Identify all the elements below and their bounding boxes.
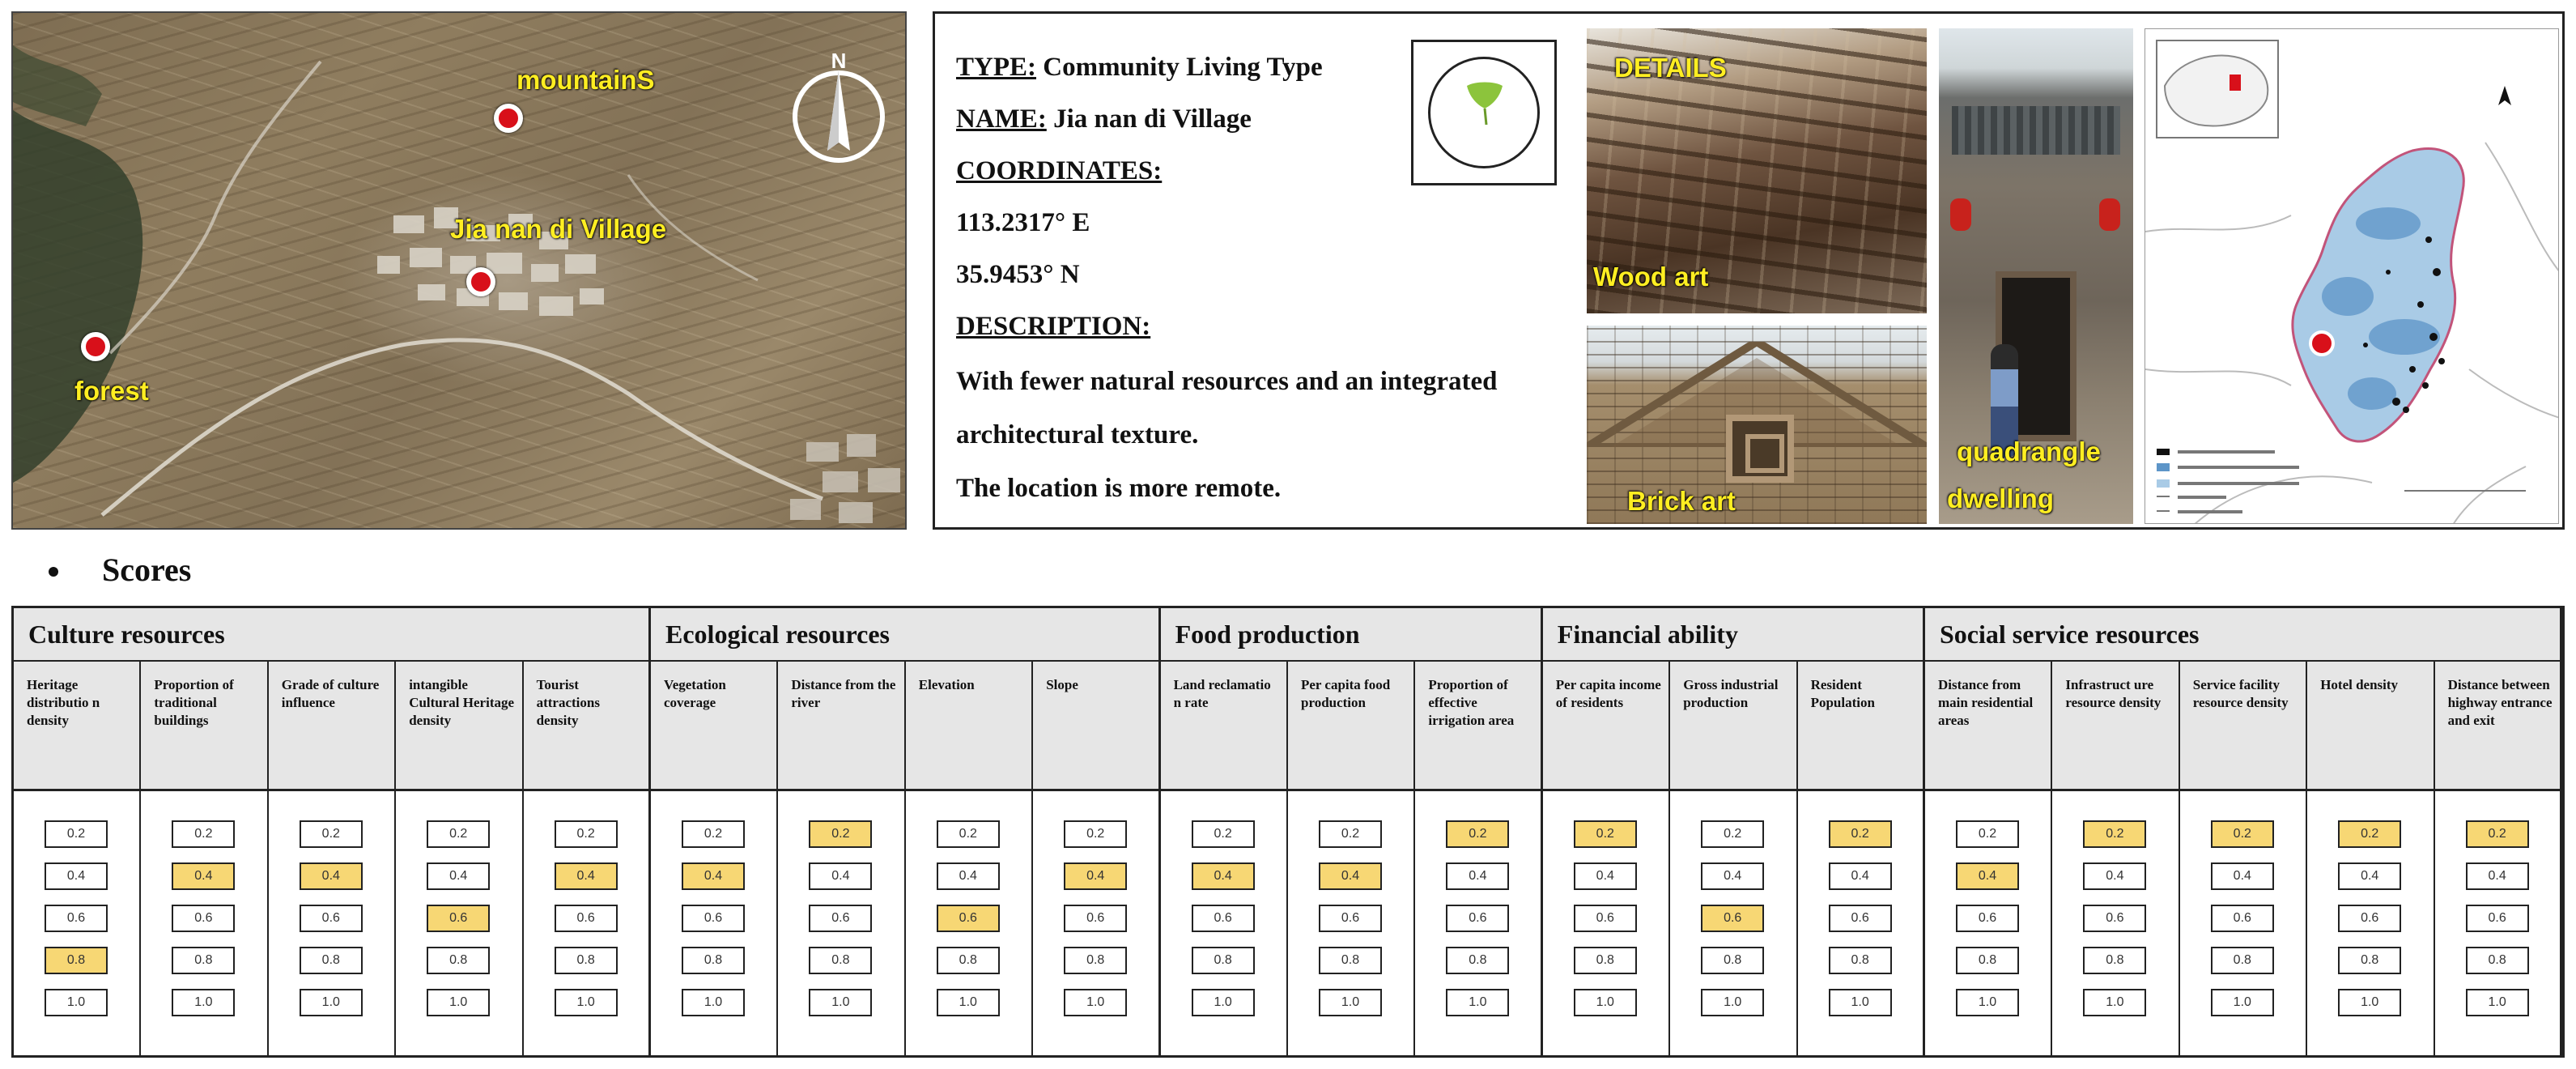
leaf-icon — [1462, 79, 1507, 128]
score-option-selected[interactable]: 0.4 — [682, 862, 745, 890]
score-option[interactable]: 0.2 — [937, 820, 1000, 848]
village-marker — [466, 267, 495, 296]
score-option[interactable]: 1.0 — [427, 989, 490, 1016]
indicator-score-column — [2052, 791, 2179, 1058]
score-option[interactable]: 0.2 — [1701, 820, 1764, 848]
score-option[interactable]: 0.8 — [1829, 947, 1892, 974]
score-option[interactable]: 0.4 — [1446, 862, 1509, 890]
score-option[interactable]: 0.6 — [2466, 905, 2529, 932]
indicator-score-column — [1288, 791, 1415, 1058]
group-header-0: Culture resources — [14, 608, 651, 662]
indicator-header: Tourist attractions density — [524, 662, 651, 791]
forest-marker — [81, 332, 110, 361]
north-label: N — [831, 49, 847, 73]
score-option[interactable]: 0.4 — [45, 862, 108, 890]
score-option-selected[interactable]: 0.6 — [427, 905, 490, 932]
group-header-4: Social service resources — [1925, 608, 2562, 662]
province-map-graphic — [2145, 29, 2559, 524]
score-option[interactable]: 0.2 — [172, 820, 235, 848]
score-option[interactable]: 0.8 — [1192, 947, 1255, 974]
score-option[interactable]: 0.4 — [2083, 862, 2146, 890]
brick-art-label: Brick art — [1627, 486, 1736, 516]
province-location-map — [2145, 28, 2559, 524]
brick-art-photo — [1587, 326, 1927, 524]
indicator-header: Elevation — [906, 662, 1033, 791]
score-option[interactable]: 0.6 — [1574, 905, 1637, 932]
indicator-header: Per capita income of residents — [1543, 662, 1670, 791]
score-option[interactable]: 0.8 — [682, 947, 745, 974]
score-option-selected[interactable]: 0.6 — [1701, 905, 1764, 932]
wood-art-label: Wood art — [1593, 262, 1709, 292]
score-option[interactable]: 0.2 — [1064, 820, 1127, 848]
description-label: DESCRIPTION: — [956, 312, 1151, 341]
score-option[interactable]: 1.0 — [1701, 989, 1764, 1016]
quadrangle-label-2: dwelling — [1947, 483, 2054, 513]
indicator-score-column — [1925, 791, 2052, 1058]
score-option[interactable]: 0.4 — [427, 862, 490, 890]
group-header-2: Food production — [1161, 608, 1543, 662]
indicator-score-column — [1798, 791, 1925, 1058]
score-option[interactable]: 0.8 — [2211, 947, 2274, 974]
score-option-selected[interactable]: 0.4 — [300, 862, 363, 890]
score-option-selected[interactable]: 0.2 — [1574, 820, 1637, 848]
score-option[interactable]: 0.6 — [2338, 905, 2401, 932]
score-option[interactable]: 0.8 — [1319, 947, 1382, 974]
score-option-selected[interactable]: 0.4 — [1192, 862, 1255, 890]
indicator-score-column — [396, 791, 523, 1058]
indicator-score-column — [2435, 791, 2562, 1058]
score-option[interactable]: 1.0 — [555, 989, 618, 1016]
score-option-selected[interactable]: 0.2 — [1829, 820, 1892, 848]
indicator-header: Resident Population — [1798, 662, 1925, 791]
indicator-header: Proportion of traditional buildings — [141, 662, 268, 791]
score-option[interactable]: 0.2 — [45, 820, 108, 848]
mountain-marker — [494, 104, 523, 133]
type-line — [956, 53, 1323, 83]
indicator-score-column — [269, 791, 396, 1058]
score-option-selected[interactable]: 0.6 — [937, 905, 1000, 932]
indicator-header: intangible Cultural Heritage density — [396, 662, 523, 791]
score-option[interactable]: 0.8 — [2338, 947, 2401, 974]
score-option[interactable]: 0.6 — [1956, 905, 2019, 932]
indicator-header: Vegetation coverage — [651, 662, 778, 791]
type-label: TYPE: — [956, 53, 1036, 82]
indicator-score-column — [906, 791, 1033, 1058]
score-option[interactable]: 0.8 — [809, 947, 872, 974]
score-option-selected[interactable]: 0.4 — [555, 862, 618, 890]
score-option[interactable]: 0.8 — [1701, 947, 1764, 974]
score-option-selected[interactable]: 0.2 — [2211, 820, 2274, 848]
score-option[interactable]: 0.2 — [555, 820, 618, 848]
indicator-header: Hotel density — [2307, 662, 2434, 791]
description-text-2: architectural texture. — [956, 420, 1199, 449]
indicator-header: Proportion of effective irrigation area — [1415, 662, 1542, 791]
score-option[interactable]: 0.6 — [300, 905, 363, 932]
indicator-header: Grade of culture influence — [269, 662, 396, 791]
scores-table — [11, 606, 2565, 1058]
score-option[interactable]: 1.0 — [682, 989, 745, 1016]
details-label: DETAILS — [1614, 53, 1727, 83]
score-option[interactable]: 1.0 — [809, 989, 872, 1016]
indicator-score-column — [2180, 791, 2307, 1058]
group-header-1: Ecological resources — [651, 608, 1161, 662]
score-option[interactable]: 0.6 — [809, 905, 872, 932]
name-label: NAME: — [956, 104, 1047, 134]
tiled-roof — [1952, 106, 2120, 155]
score-option[interactable]: 0.2 — [1319, 820, 1382, 848]
scores-heading — [102, 551, 191, 589]
score-option-selected[interactable]: 0.4 — [172, 862, 235, 890]
quadrangle-dwelling-photo — [1939, 28, 2133, 524]
score-option[interactable]: 0.4 — [1701, 862, 1764, 890]
score-option[interactable]: 1.0 — [45, 989, 108, 1016]
terrain-layer — [13, 13, 907, 530]
score-option-selected[interactable]: 0.8 — [45, 947, 108, 974]
score-option[interactable]: 0.6 — [2211, 905, 2274, 932]
indicator-score-column — [14, 791, 141, 1058]
score-option-selected[interactable]: 0.2 — [2466, 820, 2529, 848]
score-option[interactable]: 1.0 — [1829, 989, 1892, 1016]
indicator-header: Gross industrial production — [1670, 662, 1797, 791]
indicator-score-column — [1670, 791, 1797, 1058]
score-option-selected[interactable]: 0.2 — [2083, 820, 2146, 848]
name-value: Jia nan di Village — [1046, 104, 1252, 134]
score-option-selected[interactable]: 0.4 — [1319, 862, 1382, 890]
score-option-selected[interactable]: 0.2 — [1446, 820, 1509, 848]
score-option[interactable]: 0.2 — [300, 820, 363, 848]
indicator-header: Land reclamatio n rate — [1161, 662, 1288, 791]
score-option[interactable]: 1.0 — [1064, 989, 1127, 1016]
score-option[interactable]: 0.6 — [1064, 905, 1127, 932]
indicator-score-column — [778, 791, 905, 1058]
mountain-label: mountainS — [516, 65, 655, 95]
score-option-selected[interactable]: 0.2 — [2338, 820, 2401, 848]
village-label: Jia nan di Village — [450, 214, 667, 244]
latitude-value: 35.9453° N — [956, 260, 1080, 289]
indicator-header: Infrastruct ure resource density — [2052, 662, 2179, 791]
score-option[interactable]: 0.8 — [1574, 947, 1637, 974]
score-option[interactable]: 1.0 — [2338, 989, 2401, 1016]
score-option[interactable]: 0.6 — [555, 905, 618, 932]
score-option[interactable]: 0.6 — [682, 905, 745, 932]
indicator-score-column — [1543, 791, 1670, 1058]
score-option[interactable]: 1.0 — [300, 989, 363, 1016]
indicator-score-column — [1161, 791, 1288, 1058]
score-option[interactable]: 0.8 — [2083, 947, 2146, 974]
score-option[interactable]: 0.8 — [1446, 947, 1509, 974]
score-option[interactable]: 0.8 — [555, 947, 618, 974]
scores-heading-text: Scores — [102, 552, 192, 588]
score-option[interactable]: 0.4 — [2338, 862, 2401, 890]
score-option[interactable]: 1.0 — [2466, 989, 2529, 1016]
north-arrow-icon — [790, 45, 887, 167]
type-value: Community Living Type — [1036, 53, 1323, 82]
indicator-header: Distance from the river — [778, 662, 905, 791]
score-option-selected[interactable]: 0.2 — [809, 820, 872, 848]
score-option[interactable]: 0.6 — [1319, 905, 1382, 932]
indicator-header: Per capita food production — [1288, 662, 1415, 791]
score-option[interactable]: 1.0 — [937, 989, 1000, 1016]
village-logo — [1411, 40, 1557, 185]
score-option[interactable]: 0.2 — [1192, 820, 1255, 848]
score-option[interactable]: 0.4 — [1829, 862, 1892, 890]
score-option[interactable]: 0.8 — [2466, 947, 2529, 974]
indicator-header: Service facility resource density — [2180, 662, 2307, 791]
score-option[interactable]: 1.0 — [1192, 989, 1255, 1016]
village-info-panel — [933, 11, 2565, 530]
score-option[interactable]: 0.4 — [809, 862, 872, 890]
indicator-score-column — [651, 791, 778, 1058]
score-option[interactable]: 0.8 — [300, 947, 363, 974]
lantern-right-icon — [2099, 198, 2120, 231]
score-option[interactable]: 1.0 — [172, 989, 235, 1016]
indicator-score-column — [524, 791, 651, 1058]
satellite-map — [11, 11, 907, 530]
brick-window — [1726, 415, 1794, 483]
quadrangle-label-1: quadrangle — [1957, 437, 2101, 466]
score-option[interactable]: 1.0 — [1574, 989, 1637, 1016]
score-option[interactable]: 1.0 — [1956, 989, 2019, 1016]
score-option[interactable]: 0.8 — [937, 947, 1000, 974]
score-option[interactable]: 1.0 — [1446, 989, 1509, 1016]
score-option[interactable]: 0.2 — [1956, 820, 2019, 848]
score-option[interactable]: 1.0 — [1319, 989, 1382, 1016]
score-option[interactable]: 0.8 — [1956, 947, 2019, 974]
longitude-value: 113.2317° E — [956, 208, 1090, 237]
lantern-left-icon — [1950, 198, 1971, 231]
score-option[interactable]: 0.6 — [1192, 905, 1255, 932]
indicator-header: Heritage distributio n density — [14, 662, 141, 791]
wood-art-photo — [1587, 28, 1927, 313]
score-option[interactable]: 0.4 — [1574, 862, 1637, 890]
score-option[interactable]: 0.4 — [2211, 862, 2274, 890]
description-text-3: The location is more remote. — [956, 474, 1282, 503]
score-option[interactable]: 0.8 — [427, 947, 490, 974]
description-text-1: With fewer natural resources and an integrated — [956, 367, 1498, 396]
indicator-score-column — [1033, 791, 1160, 1058]
score-option[interactable]: 0.6 — [45, 905, 108, 932]
forest-label: forest — [74, 376, 149, 406]
coordinates-line — [956, 156, 1162, 186]
name-line — [956, 104, 1252, 134]
score-option[interactable]: 0.4 — [937, 862, 1000, 890]
scores-bullet — [49, 567, 58, 577]
indicator-score-column — [1415, 791, 1542, 1058]
indicator-score-column — [2307, 791, 2434, 1058]
score-option-selected[interactable]: 0.4 — [1064, 862, 1127, 890]
indicator-header: Distance between highway entrance and exit — [2435, 662, 2562, 791]
indicator-header: Slope — [1033, 662, 1160, 791]
indicator-header: Distance from main residential areas — [1925, 662, 2052, 791]
score-option[interactable]: 0.6 — [1829, 905, 1892, 932]
score-option[interactable]: 0.4 — [2466, 862, 2529, 890]
score-option[interactable]: 0.8 — [1064, 947, 1127, 974]
score-option[interactable]: 0.6 — [172, 905, 235, 932]
score-option[interactable]: 0.2 — [682, 820, 745, 848]
score-option-selected[interactable]: 0.4 — [1956, 862, 2019, 890]
score-option[interactable]: 0.6 — [2083, 905, 2146, 932]
score-option[interactable]: 0.8 — [172, 947, 235, 974]
coordinates-label: COORDINATES: — [956, 156, 1163, 185]
group-header-3: Financial ability — [1543, 608, 1925, 662]
score-option[interactable]: 0.2 — [427, 820, 490, 848]
description-line — [956, 312, 1150, 342]
score-option[interactable]: 1.0 — [2083, 989, 2146, 1016]
indicator-score-column — [141, 791, 268, 1058]
score-option[interactable]: 0.6 — [1446, 905, 1509, 932]
score-option[interactable]: 1.0 — [2211, 989, 2274, 1016]
